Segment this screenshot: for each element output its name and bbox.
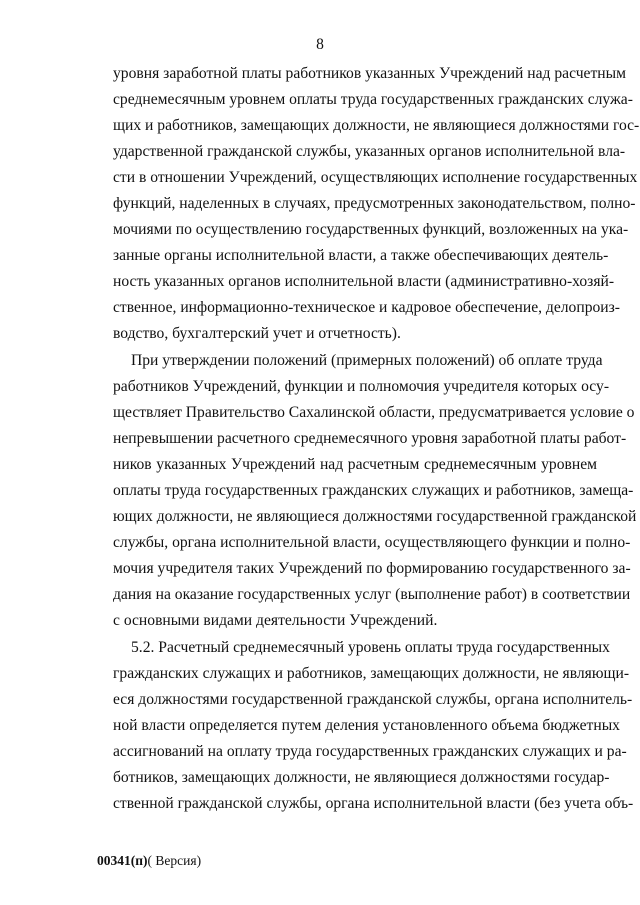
text-line: гражданских служащих и работников, замещающих должности, не являющи- — [113, 665, 630, 682]
document-code: 00341(п) — [97, 853, 148, 868]
text-line: работников Учреждений, функции и полномочия учредителя которых осу- — [113, 378, 610, 395]
text-line: уровня заработной платы работников указанных Учреждений над расчетным — [113, 65, 626, 82]
text-line: еся должностями государственной гражданской службы, органа исполнитель- — [113, 691, 633, 708]
text-line: водство, бухгалтерский учет и отчетность). — [113, 325, 401, 342]
text-line: непревышении расчетного среднемесячного уровня заработной платы работ- — [113, 430, 627, 447]
text-line: мочия учредителя таких Учреждений по формированию государственного за- — [113, 560, 631, 577]
document-footer — [97, 853, 201, 869]
text-line: занные органы исполнительной власти, а также обеспечивающих деятель- — [113, 247, 609, 264]
text-line: ударственной гражданской службы, указанных органов исполнительной вла- — [113, 143, 626, 160]
text-line: ассигнований на оплату труда государственных гражданских служащих и ра- — [113, 743, 627, 760]
text-line: щих и работников, замещающих должности, не являющиеся должностями гос- — [113, 117, 640, 134]
text-line: среднемесячным уровнем оплаты труда государственных гражданских служа- — [113, 91, 633, 108]
text-line: ществляет Правительство Сахалинской области, предусматривается условие о — [113, 404, 635, 421]
text-line: ственной гражданской службы, органа исполнительной власти (без учета объ- — [113, 795, 634, 812]
document-version: ( Версия) — [147, 853, 202, 868]
text-line: функций, наделенных в случаях, предусмотренных законодательством, полно- — [113, 195, 636, 212]
text-line: с основными видами деятельности Учреждений. — [113, 612, 438, 629]
text-line: службы, органа исполнительной власти, осуществляющего функции и полно- — [113, 534, 631, 551]
text-line: ность указанных органов исполнительной власти (административно-хозяй- — [113, 273, 615, 290]
text-line: 5.2. Расчетный среднемесячный уровень оплаты труда государственных — [131, 639, 610, 656]
text-line: ственное, информационно-техническое и кадровое обеспечение, делопроиз- — [113, 299, 620, 316]
page-number: 8 — [316, 36, 324, 53]
text-line: При утверждении положений (примерных положений) об оплате труда — [131, 352, 603, 369]
text-line: ной власти определяется путем деления установленного объема бюджетных — [113, 717, 620, 734]
text-line: ющих должности, не являющиеся должностями государственной гражданской — [113, 508, 637, 525]
text-line: ботников, замещающих должности, не являющиеся должностями государ- — [113, 769, 610, 786]
text-line: мочиями по осуществлению государственных функций, возложенных на ука- — [113, 221, 629, 238]
text-line: оплаты труда государственных гражданских служащих и работников, замеща- — [113, 482, 634, 499]
text-line: дания на оказание государственных услуг (выполнение работ) в соответствии — [113, 586, 631, 603]
text-line: сти в отношении Учреждений, осуществляющих исполнение государственных — [113, 169, 638, 186]
text-line: ников указанных Учреждений над расчетным среднемесячным уровнем — [113, 456, 597, 473]
